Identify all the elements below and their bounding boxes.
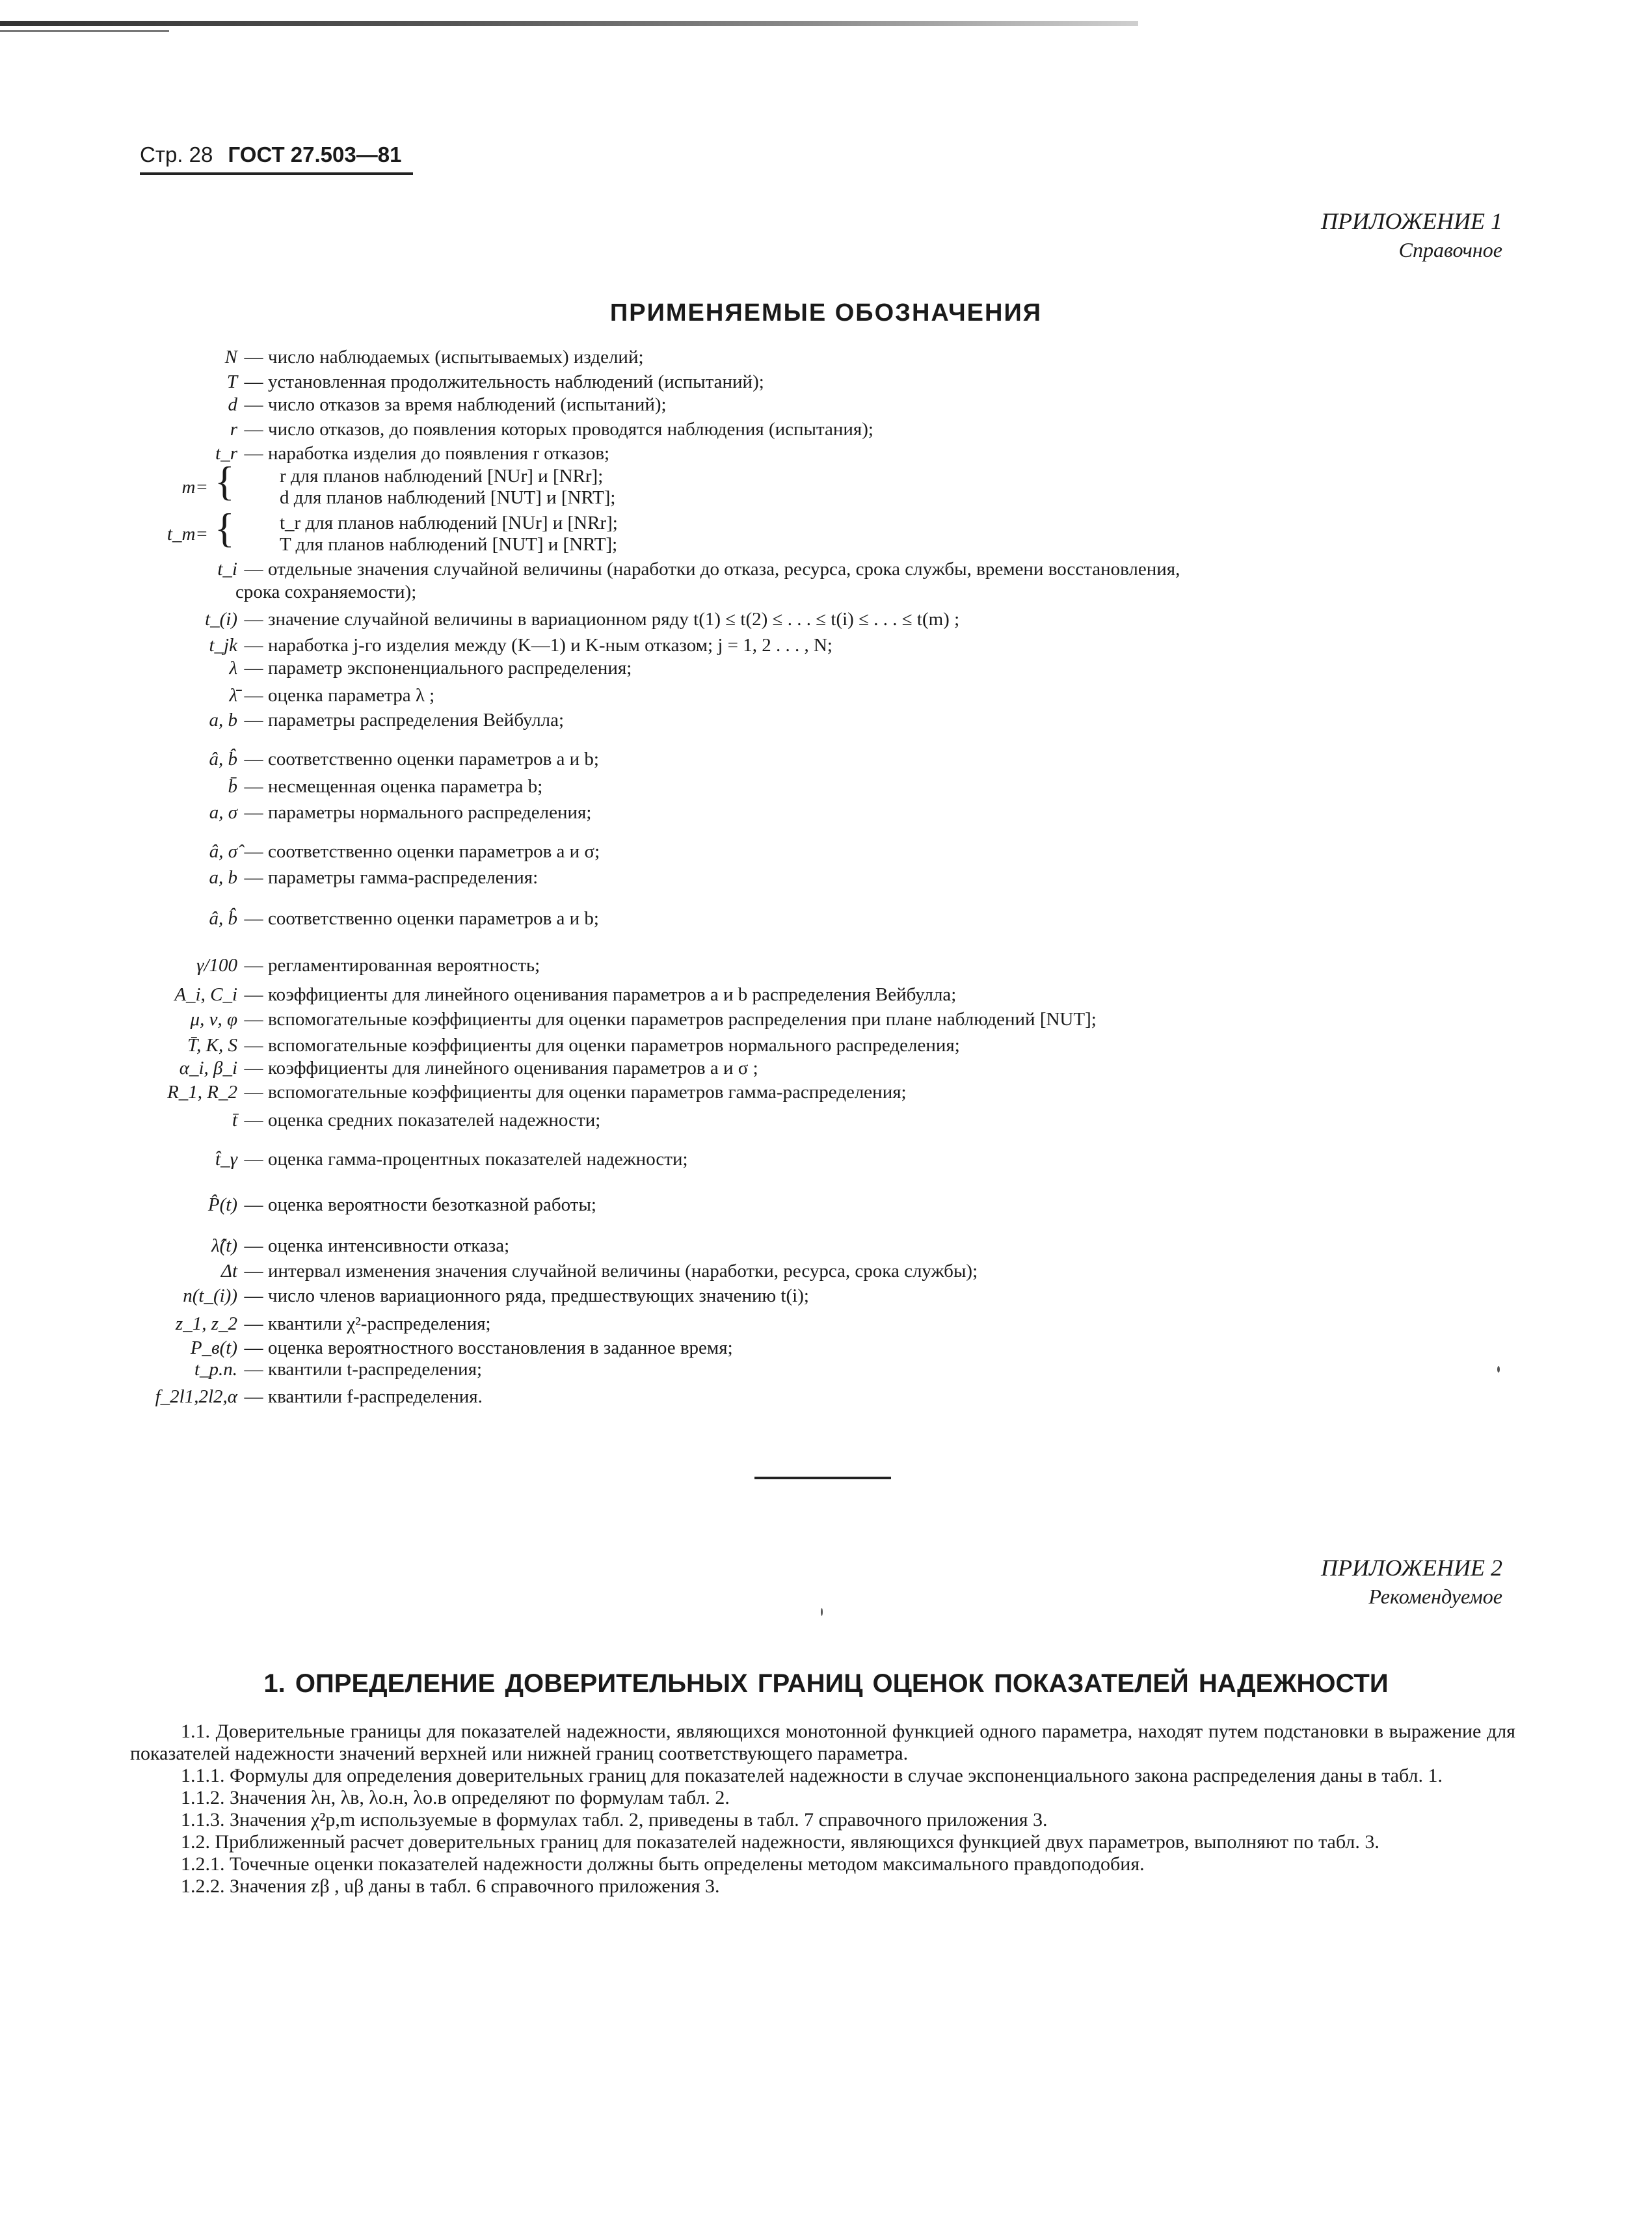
brace-m: { xyxy=(215,458,235,504)
notation-definition: вспомогательные коэффициенты для оценки параметров гамма-распределения; xyxy=(268,1082,907,1103)
notation-row xyxy=(98,1337,1528,1359)
paragraph: 1.1.3. Значения χ²p,m используемые в формулах табл. 2, приведены в табл. 7 справочного приложения 3. xyxy=(181,1809,1048,1831)
gost-number: ГОСТ 27.503—81 xyxy=(228,142,402,167)
notation-definition: число членов вариационного ряда, предшествующих значению t(i); xyxy=(268,1285,809,1306)
appendix-2-label: ПРИЛОЖЕНИЕ 2 xyxy=(1321,1555,1502,1581)
notation-symbol: r xyxy=(230,419,237,440)
notation-definition: соответственно оценки параметров a и b; xyxy=(268,749,599,770)
header-underline xyxy=(140,172,413,175)
notation-dash: — xyxy=(244,710,263,731)
notation-symbol: α_i, β_i xyxy=(179,1058,237,1079)
notation-symbol: R_1, R_2 xyxy=(167,1082,237,1103)
notation-row xyxy=(98,477,1528,509)
notation-definition: наработка изделия до появления r отказов; xyxy=(268,443,610,464)
notation-definition: квантили f-распределения. xyxy=(268,1386,483,1407)
notation-dash: — xyxy=(244,1035,263,1056)
confidence-bounds-body xyxy=(130,1721,1515,1898)
notation-definition: несмещенная оценка параметра b; xyxy=(268,776,543,797)
appendix-1-label: ПРИЛОЖЕНИЕ 1 xyxy=(1321,208,1502,234)
notation-row xyxy=(98,1194,1528,1216)
notation-definition: оценка средних показателей надежности; xyxy=(268,1110,601,1131)
notation-definition: соответственно оценки параметров a и b; xyxy=(268,908,599,929)
notation-definition: параметры нормального распределения; xyxy=(268,802,592,823)
notation-dash: — xyxy=(244,609,263,630)
notation-definition: оценка вероятности безотказной работы; xyxy=(268,1194,596,1215)
notation-symbol: â, σ̂ xyxy=(209,841,237,862)
notation-row xyxy=(98,1057,1528,1079)
notation-symbol: m= xyxy=(181,477,208,498)
notation-symbol: a, b xyxy=(209,867,237,888)
notation-symbol: λ xyxy=(229,658,237,678)
notation-symbol: n(t_(i)) xyxy=(183,1285,237,1306)
notation-symbol: z_1, z_2 xyxy=(175,1313,237,1334)
notation-definition: параметр экспоненциального распределения; xyxy=(268,658,632,678)
notation-row xyxy=(98,1148,1528,1170)
notation-definition: t_r для планов наблюдений [NUr] и [NRr]; xyxy=(280,513,618,533)
notation-definition: d для планов наблюдений [NUT] и [NRT]; xyxy=(280,487,616,508)
brace-tm: { xyxy=(215,505,235,551)
notation-dash: — xyxy=(244,1149,263,1170)
notation-symbol: t_m= xyxy=(167,524,208,544)
notation-row xyxy=(98,346,1528,368)
notation-row xyxy=(98,1235,1528,1257)
notation-definition: число отказов, до появления которых проводятся наблюдения (испытания); xyxy=(268,419,873,440)
notation-row xyxy=(98,684,1528,706)
notation-row xyxy=(98,775,1528,798)
notation-row xyxy=(98,1109,1528,1131)
notation-dash: — xyxy=(244,419,263,440)
notation-dash: — xyxy=(244,984,263,1005)
notation-dash: — xyxy=(244,347,263,368)
paragraph: 1.2. Приближенный расчет доверительных границ для показателей надежности, являющихся функцией двух параметров, выполняют по табл. 3. xyxy=(181,1831,1379,1853)
notation-definition: значение случайной величины в вариационном ряду t(1) ≤ t(2) ≤ . . . ≤ t(i) ≤ . . . ≤ t(m) ; xyxy=(268,609,960,630)
notation-symbol: â, b̂ xyxy=(209,749,237,770)
notation-row xyxy=(98,1285,1528,1307)
notation-dash: — xyxy=(244,867,263,888)
notation-dash: — xyxy=(244,443,263,464)
notation-row xyxy=(98,657,1528,679)
notation-row xyxy=(98,465,1528,487)
notation-dash: — xyxy=(244,658,263,678)
paragraph: 1.1. Доверительные границы для показателей надежности, являющихся монотонной функцией одного параметра, находят путем подстановки в выражение для показателей надежности значений верхней или нижней границ соответствующего параметра. xyxy=(130,1721,1515,1764)
notation-row xyxy=(98,801,1528,824)
notation-dash: — xyxy=(244,1285,263,1306)
notation-definition: соответственно оценки параметров a и σ; xyxy=(268,841,600,862)
notation-row xyxy=(98,1260,1528,1282)
notation-definition: параметры распределения Вейбулла; xyxy=(268,710,565,731)
notation-definition: квантили t-распределения; xyxy=(268,1359,483,1380)
notation-row xyxy=(98,984,1528,1006)
notation-row xyxy=(98,418,1528,440)
notation-dash: — xyxy=(244,1359,263,1380)
notation-definition: оценка параметра λ ; xyxy=(268,685,435,706)
notation-row xyxy=(98,954,1528,976)
notation-dash: — xyxy=(244,559,263,580)
notation-definition: оценка вероятностного восстановления в заданное время; xyxy=(268,1337,733,1358)
notation-symbol: γ/100 xyxy=(196,955,237,976)
scan-top-border-secondary xyxy=(0,30,169,32)
notation-symbol: P̂(t) xyxy=(207,1194,237,1215)
notation-row xyxy=(98,1358,1528,1380)
notation-row xyxy=(98,512,1528,534)
notation-dash: — xyxy=(244,1194,263,1215)
notation-symbol: λ̄ xyxy=(229,685,237,706)
notation-symbol: μ, ν, φ xyxy=(190,1009,237,1030)
paragraph: 1.1.2. Значения λн, λв, λо.н, λо.в определяют по формулам табл. 2. xyxy=(181,1787,730,1808)
notation-dash: — xyxy=(244,685,263,706)
notation-row xyxy=(98,1008,1528,1030)
notation-symbol: T xyxy=(226,371,237,392)
notation-symbol: â, b̂ xyxy=(209,908,237,929)
notation-dash: — xyxy=(244,955,263,976)
notation-definition: регламентированная вероятность; xyxy=(268,955,540,976)
notation-dash: — xyxy=(244,1386,263,1407)
notation-row xyxy=(98,709,1528,731)
notation-definition: r для планов наблюдений [NUr] и [NRr]; xyxy=(280,466,604,487)
appendix-2-status: Рекомендуемое xyxy=(1368,1585,1502,1608)
notation-row xyxy=(98,581,1528,603)
notation-symbol: t̄ xyxy=(232,1110,237,1131)
page-number: Стр. 28 xyxy=(140,142,213,167)
notation-row xyxy=(98,608,1528,630)
notation-symbol: A_i, C_i xyxy=(174,984,237,1005)
notation-definition: число отказов за время наблюдений (испытаний); xyxy=(268,394,667,415)
notation-symbol: λ̂(t) xyxy=(211,1235,237,1256)
notation-definition: параметры гамма-распределения: xyxy=(268,867,539,888)
notation-dash: — xyxy=(244,1261,263,1282)
notation-dash: — xyxy=(244,1313,263,1334)
notation-dash: — xyxy=(244,394,263,415)
notation-symbol: b̄ xyxy=(228,776,237,797)
notation-section-title: ПРИМЕНЯЕМЫЕ ОБОЗНАЧЕНИЯ xyxy=(609,299,1043,327)
notation-row xyxy=(98,371,1528,393)
notation-row xyxy=(98,840,1528,863)
notation-row xyxy=(98,394,1528,416)
notation-symbol: P_в(t) xyxy=(190,1337,237,1358)
notation-symbol: t_r xyxy=(215,443,237,464)
appendix-1-heading xyxy=(1321,207,1502,264)
scan-speck xyxy=(821,1608,823,1616)
notation-definition: коэффициенты для линейного оценивания параметров a и σ ; xyxy=(268,1058,758,1079)
notation-definition: установленная продолжительность наблюдений (испытаний); xyxy=(268,371,764,392)
notation-dash: — xyxy=(244,1110,263,1131)
scan-top-border xyxy=(0,21,1138,26)
paragraph: 1.2.1. Точечные оценки показателей надежности должны быть определены методом максимального правдоподобия. xyxy=(181,1853,1145,1875)
notation-row xyxy=(98,748,1528,770)
notation-dash: — xyxy=(244,908,263,929)
notation-definition: число наблюдаемых (испытываемых) изделий; xyxy=(268,347,644,368)
paragraph: 1.2.2. Значения zβ , uβ даны в табл. 6 справочного приложения 3. xyxy=(181,1875,720,1897)
notation-definition: вспомогательные коэффициенты для оценки параметров распределения при плане наблюдений [NUT]; xyxy=(268,1009,1097,1030)
notation-row xyxy=(98,558,1528,580)
notation-row xyxy=(98,524,1528,556)
section-separator xyxy=(754,1477,891,1479)
notation-dash: — xyxy=(244,635,263,656)
running-header xyxy=(140,142,401,168)
notation-row xyxy=(98,1313,1528,1335)
notation-dash: — xyxy=(244,1235,263,1256)
notation-dash: — xyxy=(244,776,263,797)
notation-row xyxy=(98,907,1528,930)
notation-dash: — xyxy=(244,841,263,862)
notation-symbol: Δt xyxy=(220,1261,237,1282)
notation-symbol: a, b xyxy=(209,710,237,731)
notation-definition: отдельные значения случайной величины (наработки до отказа, ресурса, срока службы, времени восстановления, xyxy=(268,559,1180,580)
notation-dash: — xyxy=(244,1082,263,1103)
notation-dash: — xyxy=(244,749,263,770)
notation-dash: — xyxy=(244,1058,263,1079)
notation-symbol: t_i xyxy=(217,559,237,580)
notation-definition: оценка гамма-процентных показателей надежности; xyxy=(268,1149,688,1170)
notation-row xyxy=(98,1034,1528,1056)
notation-dash: — xyxy=(244,802,263,823)
notation-symbol: f_2l1,2l2,α xyxy=(155,1386,237,1407)
notation-definition: оценка интенсивности отказа; xyxy=(268,1235,510,1256)
paragraph: 1.1.1. Формулы для определения доверительных границ для показателей надежности в случае экспоненциального закона распределения даны в табл. 1. xyxy=(181,1765,1443,1786)
notation-symbol: t̂_γ xyxy=(215,1149,237,1170)
notation-definition: T для планов наблюдений [NUT] и [NRT]; xyxy=(280,534,618,555)
notation-definition: срока сохраняемости); xyxy=(235,582,417,602)
notation-symbol: t_p.n. xyxy=(194,1359,237,1380)
notation-symbol: t_jk xyxy=(209,635,237,656)
notation-definition: наработка j-го изделия между (K—1) и K-ным отказом; j = 1, 2 . . . , N; xyxy=(268,635,833,656)
notation-dash: — xyxy=(244,1009,263,1030)
notation-definition: интервал изменения значения случайной величины (наработки, ресурса, срока службы); xyxy=(268,1261,978,1282)
notation-symbol: N xyxy=(224,347,237,368)
notation-row xyxy=(98,1081,1528,1103)
notation-row xyxy=(98,1386,1528,1408)
notation-symbol: t_(i) xyxy=(205,609,237,630)
notation-row xyxy=(98,442,1528,464)
notation-row xyxy=(98,866,1528,889)
notation-definition: вспомогательные коэффициенты для оценки параметров нормального распределения; xyxy=(268,1035,960,1056)
notation-symbol: a, σ xyxy=(209,802,237,823)
appendix-1-status: Справочное xyxy=(1398,238,1502,262)
notation-definition: коэффициенты для линейного оценивания параметров a и b распределения Вейбулла; xyxy=(268,984,957,1005)
notation-dash: — xyxy=(244,1337,263,1358)
scan-speck xyxy=(1497,1366,1500,1373)
notation-symbol: d xyxy=(228,394,237,415)
notation-definition: квантили χ²-распределения; xyxy=(268,1313,491,1334)
notation-dash: — xyxy=(244,371,263,392)
notation-row xyxy=(98,634,1528,656)
confidence-bounds-section-title: 1. ОПРЕДЕЛЕНИЕ ДОВЕРИТЕЛЬНЫХ ГРАНИЦ ОЦЕНОК ПОКАЗАТЕЛЕЙ НАДЕЖНОСТИ xyxy=(263,1669,1389,1698)
appendix-2-heading xyxy=(1321,1553,1502,1611)
notation-symbol: T̄, K, S xyxy=(187,1035,237,1056)
